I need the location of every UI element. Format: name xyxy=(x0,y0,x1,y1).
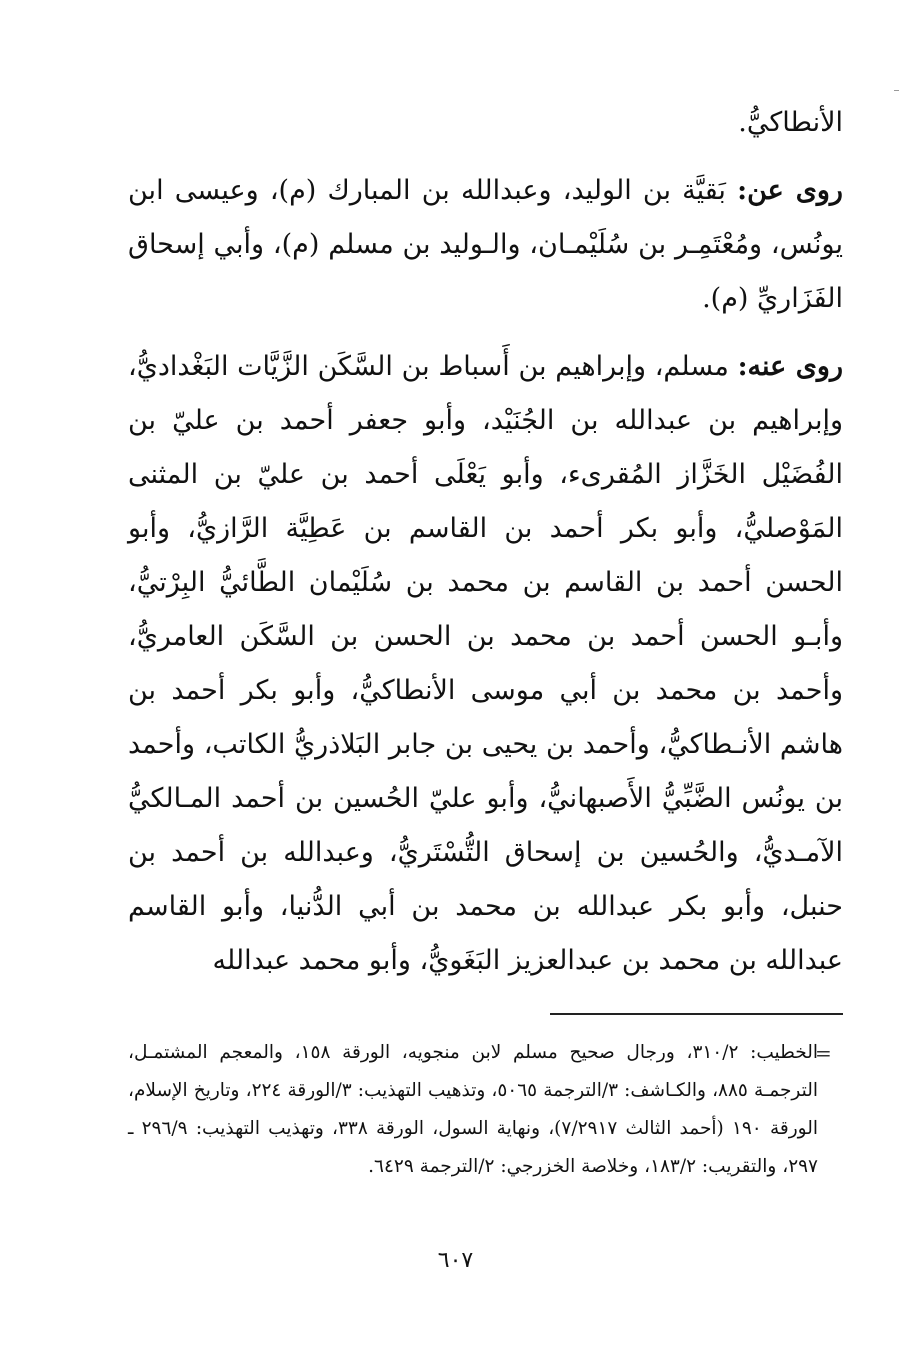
narrated-from-paragraph xyxy=(128,164,843,326)
footnote-block xyxy=(128,1034,818,1186)
footnote-separator xyxy=(550,1013,843,1015)
narrated-from-text: بَقيَّة بن الوليد، وعبدالله بن المبارك (م)، وعيسى ابن يونُس، ومُعْتَمِـر بن سُلَيْمـان، والـوليد بن مسلم (م)، وأبي إسحاق الفَزَاريِّ (م). xyxy=(128,175,843,314)
narrated-by-label: روى عنه: xyxy=(737,351,843,382)
main-text xyxy=(128,96,843,988)
margin-mark xyxy=(894,90,899,91)
footnote-continuation-marker: = xyxy=(815,1041,832,1065)
narrated-by-paragraph xyxy=(128,340,843,988)
narrated-by-text: مسلم، وإبراهيم بن أَسباط بن السَّكَن الزَّيَّات البَغْداديُّ، وإبراهيم بن عبدالله بن الجُنَيْد، وأبو جعفر أحمد بن عليّ بن الفُضَيْل الخَزَّاز المُقرىء، وأبو يَعْلَى أحمد بن عليّ بن المثنى المَوْصليُّ، وأبو بكر أحمد بن القاسم بن عَطِيَّة الرَّازيُّ، وأبو الحسن أحمد بن القاسم بن محمد بن سُلَيْمان الطَّائيُّ البِرْتيُّ، وأبـو الحسن أحمد بن محمد بن الحسن بن السَّكَن العامريُّ، وأحمد بن محمد بن أبي موسى الأنطاكيُّ، وأبو بكر أحمد بن هاشم الأنـطاكيُّ، وأحمد بن يحيى بن جابر البَلاذريُّ الكاتب، وأحمد بن يونُس الضَّبِّيُّ الأَصبهانيُّ، وأبو عليّ الحُسين بن أحمد المـالكيُّ الآمـديُّ، والحُسين بن إسحاق التُّسْتَريُّ، وعبدالله بن أحمد بن حنبل، وأبو بكر عبدالله بن محمد بن أبي الدُّنيا، وأبو القاسم عبدالله بن محمد بن عبدالعزيز البَغَويُّ، وأبو محمد عبدالله xyxy=(128,351,843,976)
opening-line: الأنطاكيُّ. xyxy=(738,107,843,138)
page-number: ٦٠٧ xyxy=(437,1248,474,1273)
narrated-from-label: روى عن: xyxy=(737,175,843,206)
footnote-text: الخطيب: ٣١٠/٢، ورجال صحيح مسلم لابن منجويه، الورقة ١٥٨، والمعجم المشتمـل، الترجمـة ٨٨٥، والكـاشف: ٣/الترجمة ٥٠٦٥، وتذهيب التهذيب: ٣/الورقة ٢٢٤، وتاريخ الإسلام، الورقة ١٩٠ (أحمد الثالث ٧/٢٩١٧)، ونهاية السول، الورقة ٣٣٨، وتهذيب التهذيب: ٢٩٦/٩ ـ ٢٩٧، والتقريب: ١٨٣/٢، وخلاصة الخزرجي: ٢/الترجمة ٦٤٢٩. xyxy=(128,1042,818,1177)
